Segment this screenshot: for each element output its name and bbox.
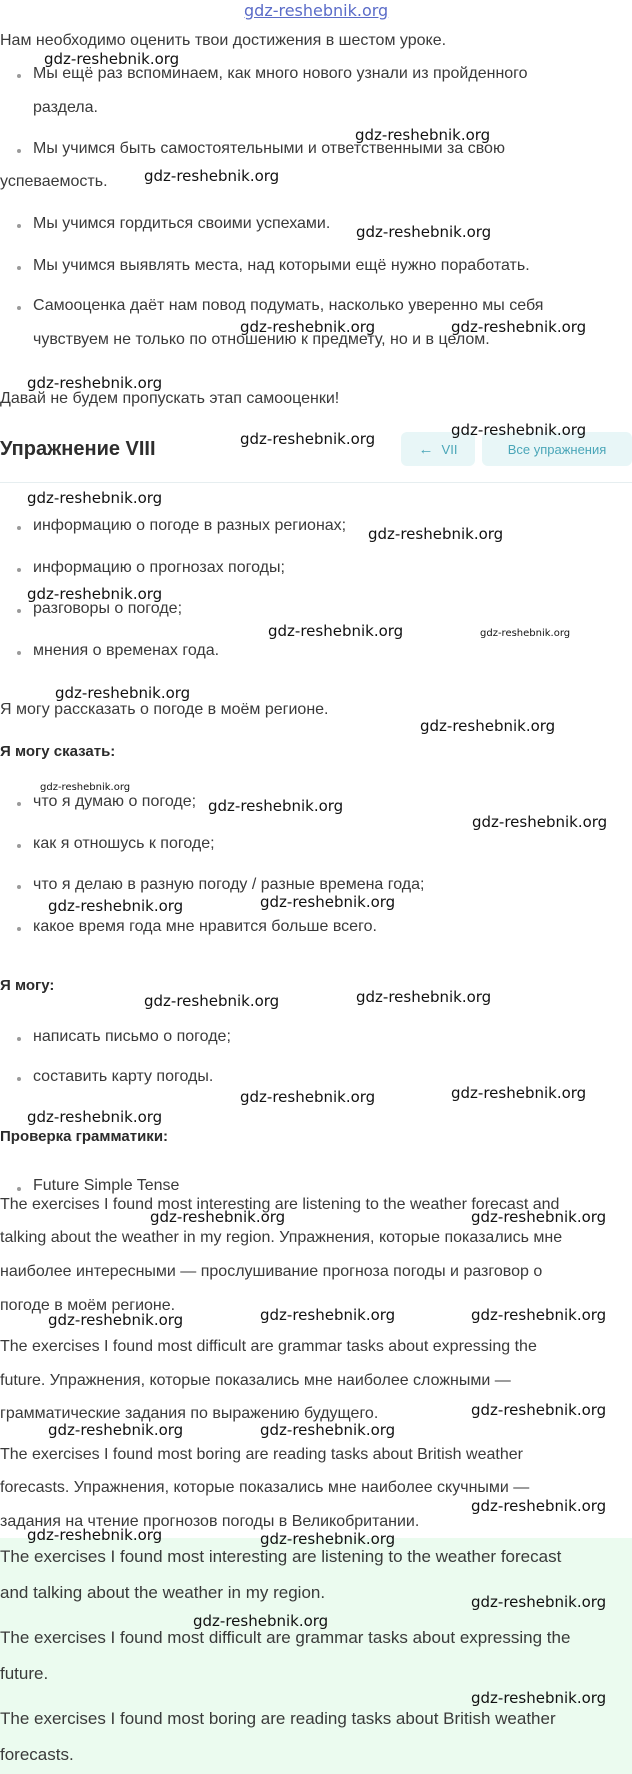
answer-block [0,1538,632,1774]
list-item: написать письмо о погоде; [33,1028,231,1045]
intro-item: раздела. [33,99,98,116]
list-item: что я делаю в разную погоду / разные времена года; [33,876,425,893]
translation-line: future. Упражнения, которые показались мне наиболее сложными — [0,1372,511,1389]
bullet [17,266,21,270]
watermark: gdz-reshebnik.org [27,1526,163,1544]
bullet [17,651,21,655]
can-heading: Я могу: [0,977,55,994]
watermark: gdz-reshebnik.org [48,1421,184,1439]
bullet [17,802,21,806]
watermark: gdz-reshebnik.org [355,126,491,144]
prev-exercise-label: VII [441,441,458,457]
bullet [17,1037,21,1041]
watermark: gdz-reshebnik.org [240,318,376,336]
bullet [17,1187,21,1191]
answer-line: forecasts. [0,1745,74,1764]
intro-heading: Нам необходимо оценить твои достижения в шестом уроке. [0,32,447,49]
watermark: gdz-reshebnik.org [44,50,180,68]
intro-closing: Давай не будем пропускать этап самооценки! [0,390,340,407]
bullet [17,1077,21,1081]
watermark: gdz-reshebnik.org [472,813,608,831]
watermark: gdz-reshebnik.org [471,1401,607,1419]
list-item: как я отношусь к погоде; [33,835,215,852]
watermark: gdz-reshebnik.org [260,1421,396,1439]
intro-item: успеваемость. [0,173,108,190]
watermark: gdz-reshebnik.org [356,223,492,241]
watermark: gdz-reshebnik.org [268,622,404,640]
watermark: gdz-reshebnik.org [451,1084,587,1102]
bullet [17,306,21,310]
answer-line: The exercises I found most boring are reading tasks about British weather [0,1709,556,1728]
watermark: gdz-reshebnik.org [27,489,163,507]
watermark: gdz-reshebnik.org [451,318,587,336]
bullet [17,526,21,530]
exercise-title: Упражнение VIII [0,438,156,460]
watermark: gdz-reshebnik.org [260,1530,396,1548]
translation-line: talking about the weather in my region. Упражнения, которые показались мне [0,1229,563,1246]
translation-line: задания на чтение прогнозов погоды в Великобритании. [0,1513,420,1530]
translation-line: The exercises I found most difficult are grammar tasks about expressing the [0,1338,537,1355]
bullet [17,927,21,931]
watermark: gdz-reshebnik.org [27,585,163,603]
bullet [17,844,21,848]
bullet [17,568,21,572]
watermark: gdz-reshebnik.org [55,684,191,702]
watermark: gdz-reshebnik.org [240,430,376,448]
watermark: gdz-reshebnik.org [260,893,396,911]
answer-line: The exercises I found most interesting are listening to the weather forecast [0,1547,562,1566]
intro-item: Мы ещё раз вспоминаем, как много нового узнали из пройденного [33,65,528,82]
bullet [17,609,21,613]
arrow-left-icon: ← [418,440,434,458]
list-item: разговоры о погоде; [33,600,183,617]
can-tell-text: Я могу рассказать о погоде в моём регионе. [0,701,329,718]
intro-item: чувствуем не только по отношению к предмету, но и в целом. [33,331,490,348]
grammar-heading: Проверка грамматики: [0,1128,169,1145]
intro-item: Мы учимся быть самостоятельными и ответственными за свою [33,140,505,157]
watermark: gdz-reshebnik.org [471,1689,607,1707]
translation-line: forecasts. Упражнения, которые показались мне наиболее скучными — [0,1479,530,1496]
watermark: gdz-reshebnik.org [471,1593,607,1611]
intro-item: Мы учимся гордиться своими успехами. [33,215,331,232]
list-item: информацию о погоде в разных регионах; [33,517,347,534]
list-item: что я думаю о погоде; [33,793,197,810]
bullet [17,74,21,78]
watermark: gdz-reshebnik.org [40,782,131,793]
list-item: какое время года мне нравится больше всего. [33,918,377,935]
watermark: gdz-reshebnik.org [368,525,504,543]
watermark: gdz-reshebnik.org [150,1208,286,1226]
watermark: gdz-reshebnik.org [471,1497,607,1515]
translation-line: наиболее интересными — прослушивание прогноза погоды и разговор о [0,1263,543,1280]
watermark: gdz-reshebnik.org [260,1306,396,1324]
bullet [17,224,21,228]
list-item: Future Simple Tense [33,1177,180,1194]
site-link[interactable]: gdz-reshebnik.org [244,1,389,20]
watermark: gdz-reshebnik.org [471,1306,607,1324]
watermark: gdz-reshebnik.org [356,988,492,1006]
watermark: gdz-reshebnik.org [27,374,163,392]
watermark: gdz-reshebnik.org [144,992,280,1010]
translation-line: The exercises I found most boring are reading tasks about British weather [0,1446,523,1463]
bullet [17,149,21,153]
answer-line: The exercises I found most difficult are grammar tasks about expressing the [0,1628,571,1647]
watermark: gdz-reshebnik.org [48,897,184,915]
all-exercises-label: Все упражнения [507,441,607,457]
watermark: gdz-reshebnik.org [208,797,344,815]
watermark: gdz-reshebnik.org [144,167,280,185]
watermark: gdz-reshebnik.org [420,717,556,735]
divider [0,482,632,483]
list-item: мнения о временах года. [33,642,220,659]
watermark: gdz-reshebnik.org [193,1612,329,1630]
watermark: gdz-reshebnik.org [480,628,571,639]
intro-item: Мы учимся выявлять места, над которыми ещё нужно поработать. [33,257,530,274]
intro-item: Самооценка даёт нам повод подумать, насколько уверенно мы себя [33,297,544,314]
list-item: информацию о прогнозах погоды; [33,559,285,576]
can-say-heading: Я могу сказать: [0,743,116,760]
watermark: gdz-reshebnik.org [451,421,587,439]
watermark: gdz-reshebnik.org [240,1088,376,1106]
answer-line: future. [0,1664,49,1683]
list-item: составить карту погоды. [33,1068,214,1085]
answer-line: and talking about the weather in my region. [0,1583,326,1602]
watermark: gdz-reshebnik.org [48,1311,184,1329]
translation-line: грамматические задания по выражению будущего. [0,1405,379,1422]
watermark: gdz-reshebnik.org [471,1208,607,1226]
watermark: gdz-reshebnik.org [27,1108,163,1126]
translation-line: The exercises I found most interesting are listening to the weather forecast and [0,1196,560,1213]
translation-line: погоде в моём регионе. [0,1297,176,1314]
bullet [17,885,21,889]
